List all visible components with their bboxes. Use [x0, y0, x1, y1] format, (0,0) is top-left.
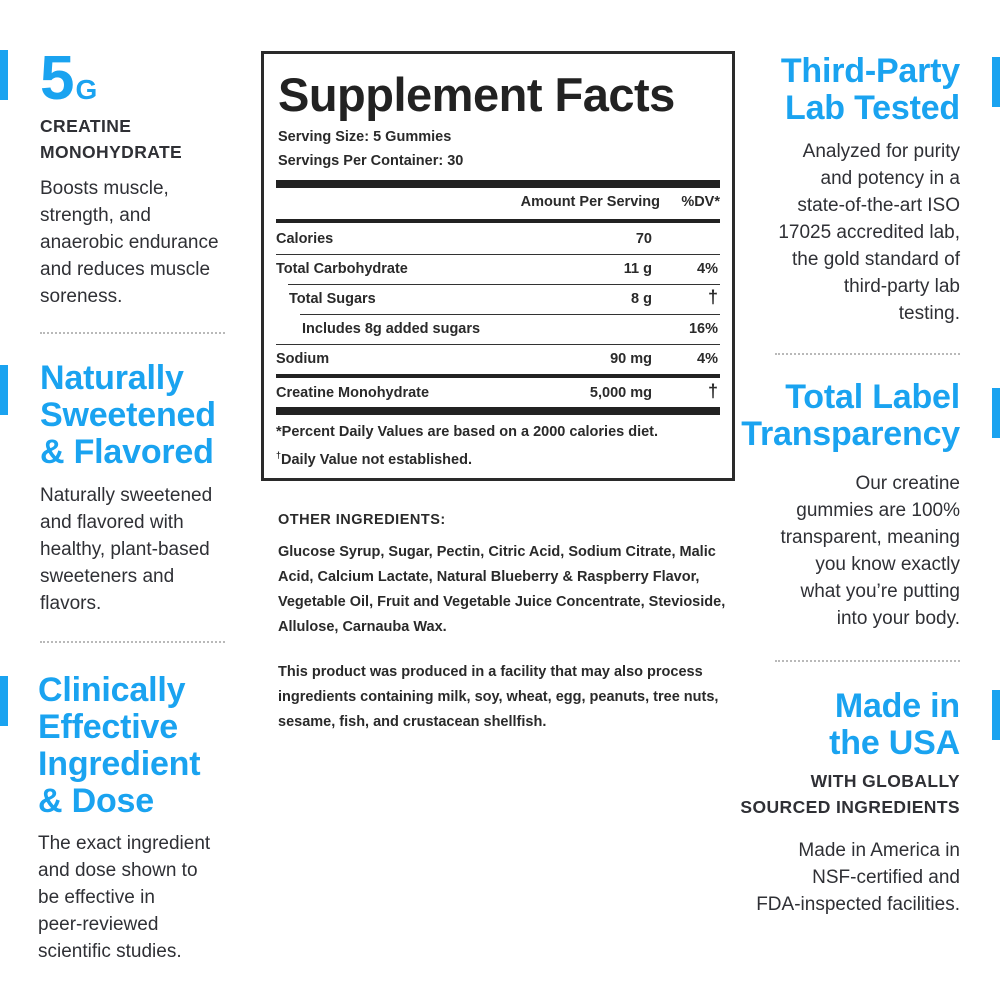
- body-line: state-of-the-art ISO: [797, 195, 960, 216]
- accent-bar-right-1: [992, 57, 1000, 107]
- body-line: testing.: [898, 303, 960, 324]
- divider: [40, 641, 225, 643]
- divider: [775, 660, 960, 662]
- heading-line: Clinically: [38, 671, 186, 709]
- nutrient-amount: 90 mg: [610, 351, 652, 367]
- heading-line: & Dose: [38, 782, 154, 820]
- nutrient-amount: 5,000 mg: [589, 385, 652, 401]
- amount-number: 5: [40, 44, 74, 113]
- clinical-description: [38, 830, 253, 965]
- subhead-line: SOURCED INGREDIENTS: [740, 797, 960, 817]
- dv-footnote: *Percent Daily Values are based on a 2000 calories diet.: [276, 424, 659, 440]
- sweetened-description: [40, 482, 255, 617]
- facts-row: [276, 314, 720, 344]
- body-line: and dose shown to: [38, 860, 198, 881]
- servings-per-container: Servings Per Container: 30: [278, 153, 464, 169]
- creatine-description: [40, 175, 255, 310]
- heading-line: Transparency: [741, 415, 960, 453]
- facts-row: [276, 254, 720, 284]
- body-line: scientific studies.: [38, 941, 182, 962]
- body-line: soreness.: [40, 286, 123, 307]
- usa-subhead: [740, 768, 960, 820]
- thick-rule: [276, 180, 720, 188]
- nutrient-amount: 8 g: [631, 291, 652, 307]
- body-line: Analyzed for purity: [802, 141, 960, 162]
- body-line: healthy, plant-based: [40, 539, 210, 560]
- nutrient-name: Calories: [276, 231, 334, 247]
- body-line: strength, and: [40, 205, 151, 226]
- body-line: sweeteners and: [40, 566, 175, 587]
- facts-row: [276, 224, 720, 254]
- nutrient-name: Total Sugars: [289, 291, 376, 307]
- transparency-heading: [741, 379, 960, 453]
- body-line: FDA-inspected facilities.: [756, 894, 960, 915]
- dagger-mark: †: [276, 450, 282, 460]
- accent-bar-right-3: [992, 690, 1000, 740]
- divider: [775, 353, 960, 355]
- creatine-amount: [40, 44, 98, 113]
- lab-description: [730, 138, 960, 327]
- dagger-text: Daily Value not established.: [281, 451, 472, 468]
- subhead-line: WITH GLOBALLY: [810, 771, 960, 791]
- body-line: gummies are 100%: [796, 500, 960, 521]
- body-line: and flavored with: [40, 512, 184, 533]
- other-ingredients-heading: OTHER INGREDIENTS:: [278, 512, 446, 528]
- allergen-statement: This product was produced in a facility that may also process ingredients containing milk, soy, wheat, egg, peanuts, tree nuts, sesame, fish, and crustacean shellfish.: [278, 664, 719, 730]
- body-line: Boosts muscle,: [40, 178, 169, 199]
- nutrient-amount: 70: [635, 231, 652, 247]
- body-line: into your body.: [836, 608, 960, 629]
- body-line: be effective in: [38, 887, 155, 908]
- body-line: flavors.: [40, 593, 102, 614]
- body-line: third-party lab: [843, 276, 960, 297]
- column-dv-header: %DV*: [681, 194, 720, 210]
- body-line: Our creatine: [855, 473, 960, 494]
- other-ingredients-text: Glucose Syrup, Sugar, Pectin, Citric Acid, Sodium Citrate, Malic Acid, Calcium Lactate, Natural Blueberry & Raspberry Flavor, Vegetable Oil, Fruit and Vegetable Juice Concentrate, Stevioside, Allulose, Carnauba Wax.: [278, 544, 726, 635]
- column-amount-header: Amount Per Serving: [520, 194, 660, 210]
- heading-line: Third-Party: [780, 52, 960, 90]
- body-line: you know exactly: [815, 554, 960, 575]
- divider: [40, 332, 225, 334]
- body-line: Made in America in: [798, 840, 960, 861]
- nutrient-dv: 4%: [697, 261, 718, 277]
- body-line: and potency in a: [820, 168, 960, 189]
- amount-unit: G: [75, 74, 98, 105]
- subhead-line: MONOHYDRATE: [40, 142, 183, 162]
- accent-bar-right-2: [992, 388, 1000, 438]
- creatine-subhead: [40, 113, 182, 165]
- heading-line: Ingredient: [38, 745, 201, 783]
- nutrient-dv: †: [707, 287, 718, 307]
- transparency-description: [730, 470, 960, 632]
- heading-line: Sweetened: [40, 396, 216, 434]
- supplement-facts-panel: [261, 51, 735, 481]
- dagger-footnote: [276, 450, 472, 468]
- body-line: and reduces muscle: [40, 259, 211, 280]
- accent-bar-left-3: [0, 676, 8, 726]
- facts-row: [276, 378, 720, 408]
- subhead-line: CREATINE: [40, 116, 132, 136]
- clinical-heading: [38, 672, 200, 820]
- heading-line: Naturally: [40, 359, 184, 397]
- nutrient-dv: †: [707, 381, 718, 401]
- body-line: NSF-certified and: [812, 867, 960, 888]
- accent-bar-left-1: [0, 50, 8, 100]
- nutrient-dv: 4%: [697, 351, 718, 367]
- heading-line: Lab Tested: [785, 89, 960, 127]
- nutrient-name: Includes 8g added sugars: [302, 321, 481, 337]
- usa-heading: [829, 688, 960, 762]
- body-line: the gold standard of: [792, 249, 960, 270]
- medium-rule: [276, 219, 720, 223]
- usa-description: [700, 837, 960, 918]
- sweetened-heading: [40, 360, 216, 471]
- heading-line: Total Label: [785, 378, 960, 416]
- heading-line: Effective: [38, 708, 178, 746]
- nutrient-name: Sodium: [276, 351, 330, 367]
- accent-bar-left-2: [0, 365, 8, 415]
- facts-title: Supplement Facts: [278, 68, 675, 121]
- body-line: anaerobic endurance: [40, 232, 219, 253]
- body-line: peer-reviewed: [38, 914, 159, 935]
- nutrient-name: Total Carbohydrate: [276, 261, 408, 277]
- body-line: transparent, meaning: [780, 527, 960, 548]
- serving-size: Serving Size: 5 Gummies: [278, 129, 452, 145]
- nutrient-amount: 11 g: [623, 261, 652, 277]
- body-line: 17025 accredited lab,: [778, 222, 960, 243]
- body-line: Naturally sweetened: [40, 485, 213, 506]
- heading-line: the USA: [829, 724, 960, 762]
- heading-line: Made in: [834, 687, 960, 725]
- body-line: what you’re putting: [800, 581, 960, 602]
- nutrient-name: Creatine Monohydrate: [276, 385, 430, 401]
- body-line: The exact ingredient: [38, 833, 211, 854]
- facts-row: [276, 284, 720, 314]
- heading-line: & Flavored: [40, 433, 214, 471]
- lab-heading: [781, 53, 960, 127]
- thick-rule: [276, 407, 720, 415]
- nutrient-dv: 16%: [688, 321, 718, 337]
- facts-row: [276, 344, 720, 374]
